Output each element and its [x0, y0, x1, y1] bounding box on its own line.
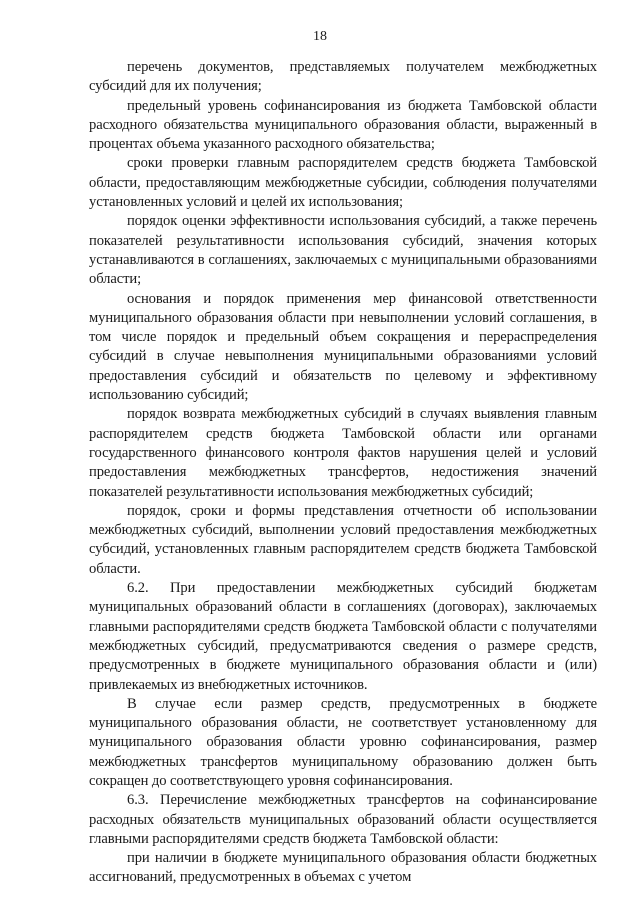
paragraph-budget-allocations: при наличии в бюджете муниципального образования области бюджетных ассигнований, предусмотренных в объемах с учетом	[89, 850, 597, 886]
paragraph-efficiency-assessment: порядок оценки эффективности использования субсидий, а также перечень показателей результативности использования субсидий, значения которых устанавливаются в соглашениях, заключаемых с муниципальными образованиями области;	[89, 213, 597, 288]
paragraph-cofinancing-level: предельный уровень софинансирования из бюджета Тамбовской области расходного обязательства муниципального образования области, выраженный в процентах объема указанного расходного обязательства;	[89, 97, 597, 153]
document-body	[89, 58, 597, 888]
paragraph-verification-terms: сроки проверки главным распорядителем средств бюджета Тамбовской области, предоставляющим межбюджетные субсидии, соблюдения получателями установленных условий и целей их использования;	[89, 155, 597, 211]
paragraph-funds-mismatch: В случае если размер средств, предусмотренных в бюджете муниципального образования области, не соответствует установленному для муниципального образования области уровню софинансирования, размер межбюджетных трансфертов муниципальному образованию должен быть сокращен до соответствующего уровня софинансирования.	[89, 695, 597, 789]
paragraph-reporting: порядок, сроки и формы представления отчетности об использовании межбюджетных субсидий, выполнении условий предоставления межбюджетных субсидий, установленных главным распорядителем средств бюджета Тамбовской области.	[89, 502, 597, 577]
paragraph-documents-list: перечень документов, представляемых получателем межбюджетных субсидий для их получения;	[89, 59, 597, 95]
paragraph-refund-procedure: порядок возврата межбюджетных субсидий в случаях выявления главным распорядителем средств бюджета Тамбовской области или органами государственного финансового контроля фактов нарушения целей и условий предоставления межбюджетных трансфертов, недостижения значений показателей результативности использования межбюджетных субсидий;	[89, 406, 597, 500]
paragraph-section-6-2: 6.2. При предоставлении межбюджетных субсидий бюджетам муниципальных образований области в соглашениях (договорах), заключаемых главными распорядителями средств бюджета Тамбовской области с получателями межбюджетных субсидий, предусматриваются сведения о размере средств, предусмотренных в бюджете муниципального образования области и (или) привлекаемых из внебюджетных источников.	[89, 580, 597, 693]
page-number: 18	[313, 29, 327, 44]
paragraph-financial-responsibility: основания и порядок применения мер финансовой ответственности муниципального образования области при невыполнении условий соглашения, в том числе порядок и предельный объем сокращения и перераспределения субсидий в случае невыполнения муниципальными образованиями условий предоставления субсидий и обязательств по целевому и эффективному использованию субсидий;	[89, 290, 597, 404]
paragraph-section-6-3: 6.3. Перечисление межбюджетных трансфертов на софинансирование расходных обязательств муниципальных образований области осуществляется главными распорядителями средств бюджета Тамбовской области:	[89, 792, 597, 847]
